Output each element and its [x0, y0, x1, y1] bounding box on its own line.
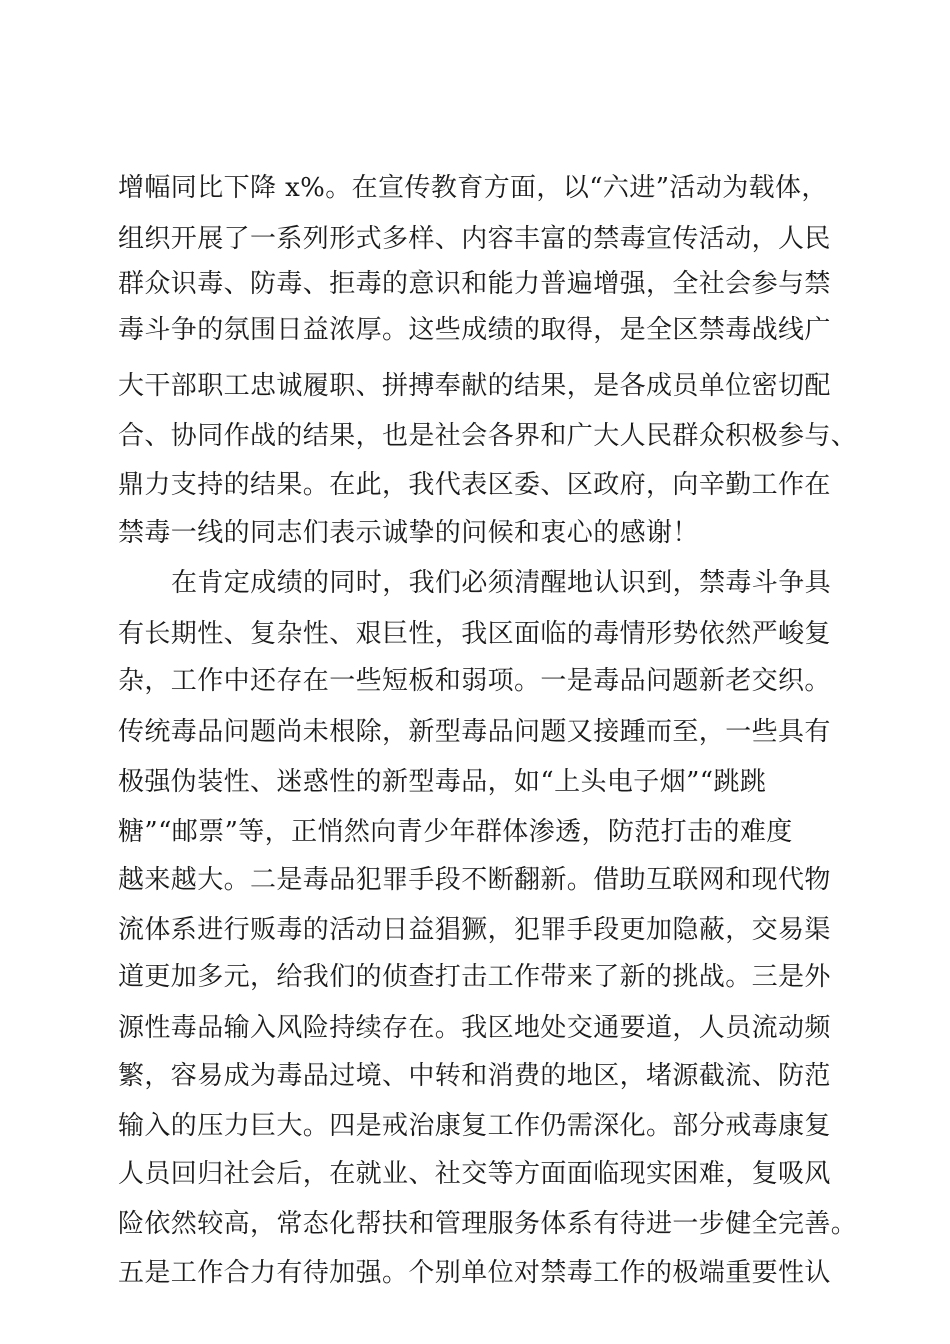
text-line-17: 道更加多元，给我们的侦查打击工作带来了新的挑战。三是外 — [118, 962, 831, 992]
text-line-22: 险依然较高，常态化帮扶和管理服务体系有待进一步健全完善。 — [118, 1209, 858, 1239]
text-line-8: 禁毒一线的同志们表示诚挚的问候和衷心的感谢！ — [118, 518, 699, 548]
text-line-5: 大干部职工忠诚履职、拼搏奉献的结果，是各成员单位密切配 — [118, 371, 831, 401]
text-line-9: 在肯定成绩的同时，我们必须清醒地认识到，禁毒斗争具 — [171, 568, 832, 598]
text-line-23: 五是工作合力有待加强。个别单位对禁毒工作的极端重要性认 — [118, 1258, 831, 1288]
text-line-13: 极强伪装性、迷惑性的新型毒品，如“上头电子烟”“跳跳 — [118, 767, 767, 797]
text-line-18: 源性毒品输入风险持续存在。我区地处交通要道，人员流动频 — [118, 1013, 831, 1043]
text-line-21: 人员回归社会后，在就业、社交等方面面临现实困难，复吸风 — [118, 1159, 831, 1189]
text-line-6: 合、协同作战的结果，也是社会各界和广大人民群众积极参与、 — [118, 421, 858, 451]
text-line-2: 组织开展了一系列形式多样、内容丰富的禁毒宣传活动，人民 — [118, 224, 831, 254]
text-line-10: 有长期性、复杂性、艰巨性，我区面临的毒情形势依然严峻复 — [118, 619, 831, 649]
text-line-11: 杂，工作中还存在一些短板和弱项。一是毒品问题新老交织。 — [118, 666, 831, 696]
text-line-12: 传统毒品问题尚未根除，新型毒品问题又接踵而至，一些具有 — [118, 717, 831, 747]
text-line-3: 群众识毒、防毒、拒毒的意识和能力普遍增强，全社会参与禁 — [118, 269, 831, 299]
text-line-7: 鼎力支持的结果。在此，我代表区委、区政府，向辛勤工作在 — [118, 470, 831, 500]
text-line-14: 糖”“邮票”等，正悄然向青少年群体渗透，防范打击的难度 — [118, 817, 793, 847]
text-line-19: 繁，容易成为毒品过境、中转和消费的地区，堵源截流、防范 — [118, 1061, 831, 1091]
text-line-4: 毒斗争的氛围日益浓厚。这些成绩的取得，是全区禁毒战线广 — [118, 315, 831, 345]
text-line-20: 输入的压力巨大。四是戒治康复工作仍需深化。部分戒毒康复 — [118, 1111, 831, 1141]
text-line-15: 越来越大。二是毒品犯罪手段不断翻新。借助互联网和现代物 — [118, 865, 831, 895]
text-line-1: 增幅同比下降 x%。在宣传教育方面，以“六进”活动为载体， — [118, 173, 828, 203]
text-line-16: 流体系进行贩毒的活动日益猖獗，犯罪手段更加隐蔽，交易渠 — [118, 915, 831, 945]
